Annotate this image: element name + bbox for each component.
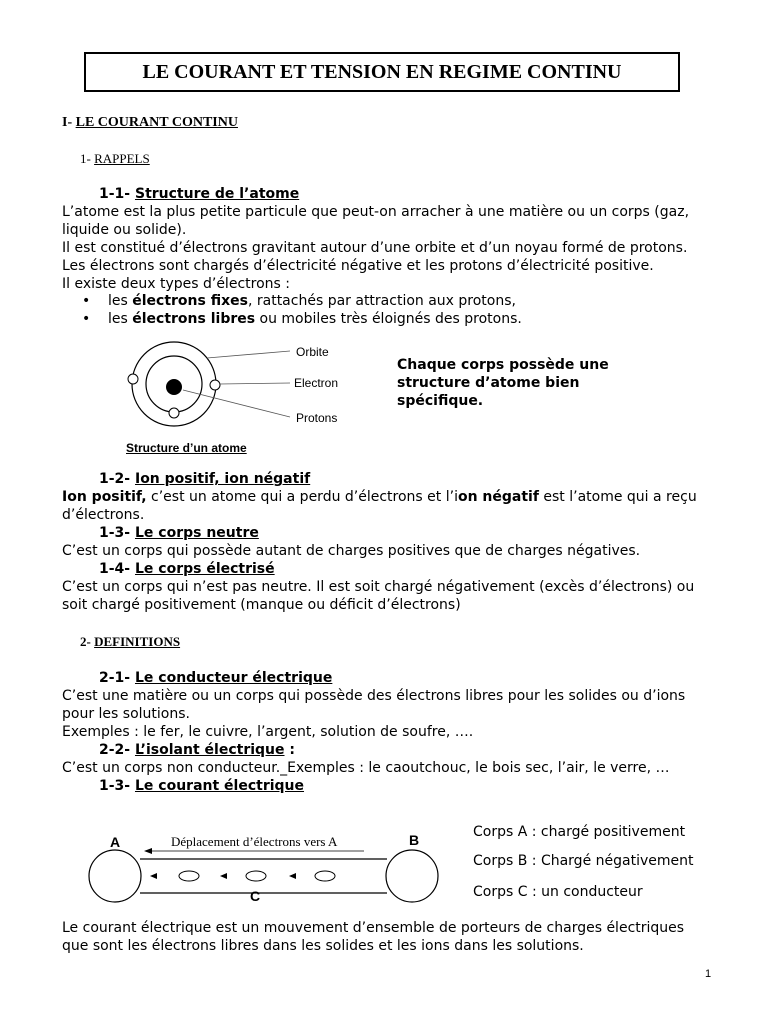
paragraph-line: L’atome est la plus petite particule que peut-on arracher à une matière ou un corps (gaz, [62,204,690,220]
current-diagram [84,845,444,905]
paragraph-line: Les électrons sont chargés d’électricité négative et les protons d’électricité positive. [62,258,654,274]
legend-b: Corps B : Chargé négativement [473,853,694,869]
paragraph-line: Il est constitué d’électrons gravitant autour d’une orbite et d’un noyau formé de protons. [62,240,688,256]
heading-isolant [99,741,295,759]
bullet-list [82,292,522,328]
note-line: spécifique. [397,393,484,409]
list-item: • les électrons fixes, rattachés par attraction aux protons, [82,293,516,309]
subsection-heading-rappels [80,151,150,167]
subsection-number: 2- [80,634,91,649]
arrow-3 [289,873,296,879]
label-protons: Protons [296,411,338,425]
label-b: B [409,832,420,848]
note-line: structure d’atome bien [397,375,580,391]
page-title-text: LE COURANT ET TENSION EN REGIME CONTINU [142,60,622,83]
legend-a: Corps A : chargé positivement [473,824,686,840]
heading-number: 1-2- [99,471,131,487]
heading-courant-electrique [99,777,304,795]
paragraph-line: d’électrons. [62,507,145,523]
heading-label: Structure de l’atome [134,186,300,202]
heading-label: Le courant électrique [134,778,305,794]
body-a [89,850,141,902]
section-label: LE COURANT CONTINU [75,115,238,130]
page-title [84,52,680,92]
legend-c: Corps C : un conducteur [473,884,643,900]
label-a: A [110,834,121,850]
heading-label: L’isolant électrique [134,742,285,758]
nucleus [166,379,182,395]
pointer-orbite [207,351,290,358]
paragraph-line: Exemples : le fer, le cuivre, l’argent, solution de soufre, …. [62,724,474,740]
heading-label: Le corps électrisé [134,561,275,577]
paragraph-line: C’est un corps qui possède autant de charges positives que de charges négatives. [62,543,641,559]
subsection-label: RAPPELS [94,151,150,166]
paragraph-line: pour les solutions. [62,706,190,722]
paragraph-line: C’est une matière ou un corps qui possède des électrons libres pour les solides ou d’ions [62,688,686,704]
electron-right [210,380,220,390]
label-c: C [250,888,261,904]
arrow-2 [220,873,227,879]
heading-corps-neutre [99,524,259,542]
section-heading-courant-continu [62,115,238,131]
pointer-protons [183,390,290,417]
electron-1 [179,871,199,881]
paragraph-line: C’est un corps qui n’est pas neutre. Il est soit chargé négativement (excès d’électrons) ou [62,579,695,595]
direction-arrow-head [144,848,152,854]
heading-corps-electrise [99,560,275,578]
heading-number: 1-3- [99,525,131,541]
heading-ion [99,470,310,488]
heading-label: Le corps neutre [134,525,259,541]
heading-number: 1-1- [99,186,131,202]
bullet-icon: • [82,293,91,309]
heading-number: 2-2- [99,742,131,758]
arrow-1 [150,873,157,879]
heading-suffix: : [284,742,295,758]
heading-label: Le conducteur électrique [134,670,333,686]
heading-number: 1-4- [99,561,131,577]
note-line: Chaque corps possède une [397,357,609,373]
heading-conducteur [99,669,332,687]
atom-note [397,356,609,410]
subsection-heading-definitions [80,634,180,650]
electron-bottom [169,408,179,418]
section-number: I- [62,115,73,130]
bullet-icon: • [82,311,91,327]
paragraph-line: soit chargé positivement (manque ou déficit d’électrons) [62,597,461,613]
heading-number: 2-1- [99,670,131,686]
subsection-number: 1- [80,151,91,166]
subsection-label: DEFINITIONS [94,634,181,649]
electron-3 [315,871,335,881]
atom-diagram [120,340,380,440]
heading-number: 1-3- [99,778,131,794]
paragraph-line: que sont les électrons libres dans les solides et les ions dans les solutions. [62,938,584,954]
paragraph-line: C’est un corps non conducteur._Exemples : le caoutchouc, le bois sec, l’air, le verre, … [62,760,670,776]
paragraph-line: Ion positif, c’est un atome qui a perdu d’électrons et l’ion négatif est l’atome qui a reçu [62,489,697,505]
electron-2 [246,871,266,881]
paragraph-line: Le courant électrique est un mouvement d’ensemble de porteurs de charges électriques [62,920,685,936]
body-b [386,850,438,902]
paragraph-line: liquide ou solide). [62,222,187,238]
electron-left [128,374,138,384]
list-item: • les électrons libres ou mobiles très éloignés des protons. [82,311,522,327]
arrow-caption: Déplacement d’électrons vers A [171,834,338,849]
page-number: 1 [705,968,712,980]
heading-label: Ion positif, ion négatif [134,471,311,487]
heading-structure-atome [99,185,299,203]
label-orbite: Orbite [296,345,329,359]
pointer-electron [220,383,290,384]
label-electron: Electron [294,376,339,390]
paragraph-line: Il existe deux types d’électrons : [62,276,290,292]
figure-caption: Structure d’un atome [126,441,247,455]
